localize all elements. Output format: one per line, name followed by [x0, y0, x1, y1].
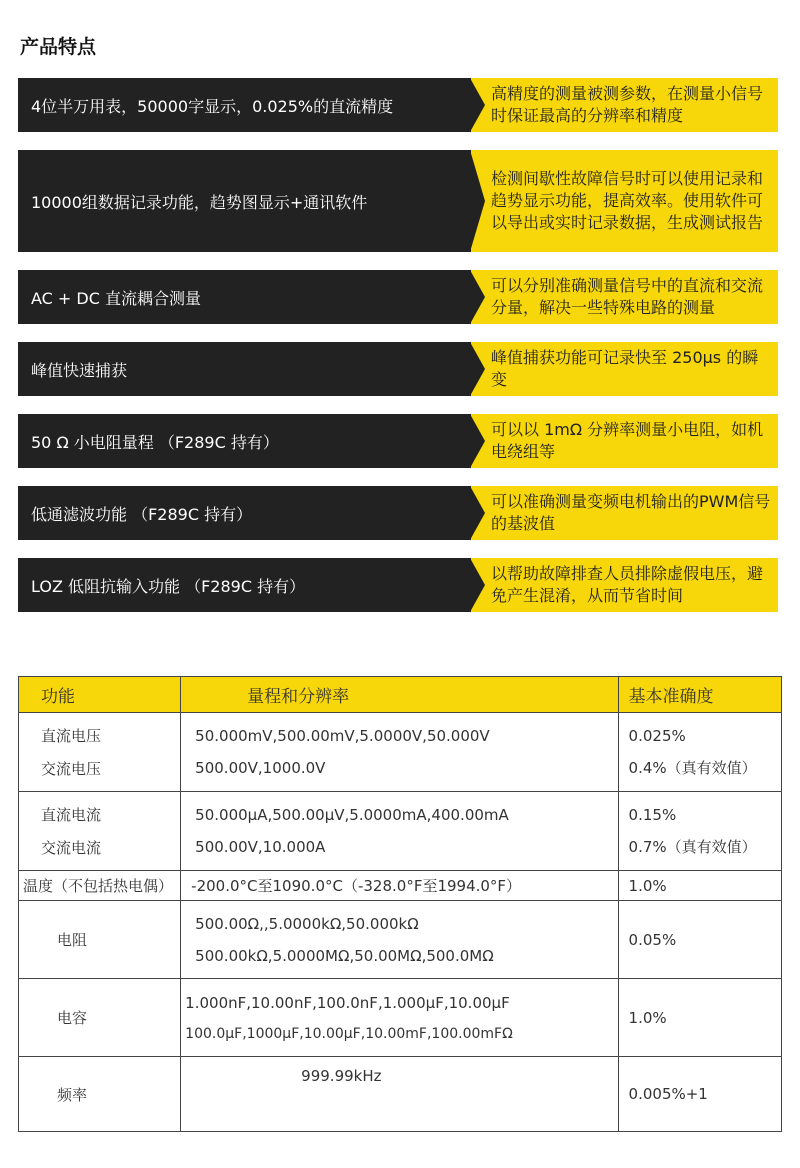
- table-row: [19, 901, 782, 979]
- accuracy-value: 0.15%: [628, 805, 677, 824]
- feature-name: [18, 558, 471, 612]
- feature-row-3: [18, 270, 778, 324]
- range-value: 999.99kHz: [301, 1067, 382, 1085]
- function-cell: [19, 1057, 181, 1132]
- table-row: [19, 979, 782, 1057]
- range-value: 500.00V,1000.0V: [195, 759, 326, 777]
- accuracy-cell: [618, 901, 781, 979]
- accuracy-cell: [618, 713, 781, 792]
- header-function: [19, 677, 181, 713]
- range-value: 500.00V,10.000A: [195, 838, 326, 856]
- range-value: 1.000nF,10.00nF,100.0nF,1.000μF,10.00μF: [185, 993, 510, 1012]
- accuracy-value: 0.4%（真有效值）: [628, 758, 757, 777]
- function-label: 直流电压: [41, 727, 102, 745]
- spec-table: [18, 676, 782, 1132]
- feature-name: [18, 486, 471, 540]
- function-cell: [19, 713, 181, 792]
- feature-description: 高精度的测量被测参数，在测量小信号时保证最高的分辨率和精度: [471, 78, 778, 132]
- feature-description: 峰值捕获功能可记录快至 250μs 的瞬变: [471, 342, 778, 396]
- range-cell: [181, 871, 618, 901]
- header-label: 量程和分辨率: [247, 687, 350, 707]
- range-value: 500.00kΩ,5.0000MΩ,50.00MΩ,500.0MΩ: [195, 946, 494, 965]
- feature-name: [18, 342, 471, 396]
- feature-description: 可以准确测量变频电机输出的PWM信号的基波值: [471, 486, 778, 540]
- accuracy-cell: [618, 979, 781, 1057]
- range-value: 50.000μA,500.00μV,5.0000mA,400.00mA: [195, 806, 509, 824]
- table-header-row: [19, 677, 782, 713]
- range-value: 500.00Ω,,5.0000kΩ,50.000kΩ: [195, 914, 419, 933]
- table-row: [19, 871, 782, 901]
- feature-row-1: [18, 78, 778, 132]
- section-title: 产品特点: [20, 36, 97, 58]
- feature-label: 4位半万用表，50000字显示，0.025%的直流精度: [31, 96, 394, 116]
- header-label: 基本准确度: [628, 687, 714, 707]
- range-value: -200.0°C至1090.0°C（-328.0°F至1994.0°F）: [191, 877, 522, 895]
- feature-description: 可以以 1mΩ 分辨率测量小电阻，如机电绕组等: [471, 414, 778, 468]
- feature-label: 50 Ω 小电阻量程 （F289C 持有）: [31, 432, 279, 452]
- function-label: 交流电流: [41, 839, 102, 857]
- arrow-icon: [470, 558, 485, 612]
- function-label: 电阻: [57, 931, 88, 949]
- function-cell: [19, 871, 181, 901]
- accuracy-value: 1.0%: [628, 1008, 667, 1027]
- range-value: 50.000mV,500.00mV,5.0000V,50.000V: [195, 727, 490, 745]
- function-cell: [19, 792, 181, 871]
- header-range: [181, 677, 618, 713]
- accuracy-cell: [618, 871, 781, 901]
- feature-row-2: [18, 150, 778, 252]
- feature-row-5: [18, 414, 778, 468]
- range-cell: [181, 901, 618, 979]
- arrow-icon: [470, 342, 485, 396]
- feature-name: [18, 150, 471, 252]
- arrow-icon: [470, 414, 485, 468]
- feature-row-4: [18, 342, 778, 396]
- arrow-icon: [470, 150, 485, 252]
- range-value: 100.0μF,1000μF,10.00μF,10.00mF,100.00mFΩ: [185, 1025, 513, 1042]
- table-row: [19, 713, 782, 792]
- accuracy-cell: [618, 1057, 781, 1132]
- function-label: 频率: [57, 1085, 88, 1104]
- feature-label: LOZ 低阻抗输入功能 （F289C 持有）: [31, 576, 306, 596]
- header-accuracy: [618, 677, 781, 713]
- header-label: 功能: [41, 687, 75, 707]
- accuracy-value: 0.005%+1: [628, 1085, 708, 1103]
- function-label: 交流电压: [41, 760, 102, 778]
- range-cell: [181, 713, 618, 792]
- feature-name: [18, 270, 471, 324]
- arrow-icon: [470, 486, 485, 540]
- accuracy-value: 0.025%: [628, 726, 686, 745]
- arrow-icon: [470, 270, 485, 324]
- feature-description: 可以分别准确测量信号中的直流和交流分量，解决一些特殊电路的测量: [471, 270, 778, 324]
- feature-label: 峰值快速捕获: [31, 360, 128, 380]
- function-label: 电容: [57, 1009, 88, 1027]
- arrow-icon: [470, 78, 485, 132]
- accuracy-value: 0.7%（真有效值）: [628, 837, 757, 856]
- feature-row-7: [18, 558, 778, 612]
- range-cell: [181, 792, 618, 871]
- table-row: [19, 792, 782, 871]
- range-cell: [181, 1057, 618, 1132]
- function-cell: [19, 901, 181, 979]
- accuracy-value: 0.05%: [628, 930, 677, 949]
- feature-label: AC + DC 直流耦合测量: [31, 288, 201, 308]
- feature-name: [18, 414, 471, 468]
- function-cell: [19, 979, 181, 1057]
- feature-label: 10000组数据记录功能，趋势图显示+通讯软件: [31, 192, 368, 212]
- feature-row-6: [18, 486, 778, 540]
- accuracy-value: 1.0%: [628, 876, 667, 895]
- feature-description: 检测间歇性故障信号时可以使用记录和趋势显示功能，提高效率。使用软件可以导出或实时记录数据，生成测试报告: [471, 150, 778, 252]
- function-label: 温度（不包括热电偶）: [23, 877, 174, 895]
- table-row: [19, 1057, 782, 1132]
- accuracy-cell: [618, 792, 781, 871]
- function-label: 直流电流: [41, 806, 102, 824]
- feature-description: 以帮助故障排查人员排除虚假电压，避免产生混淆，从而节省时间: [471, 558, 778, 612]
- range-cell: [181, 979, 618, 1057]
- feature-name: [18, 78, 471, 132]
- feature-label: 低通滤波功能 （F289C 持有）: [31, 504, 253, 524]
